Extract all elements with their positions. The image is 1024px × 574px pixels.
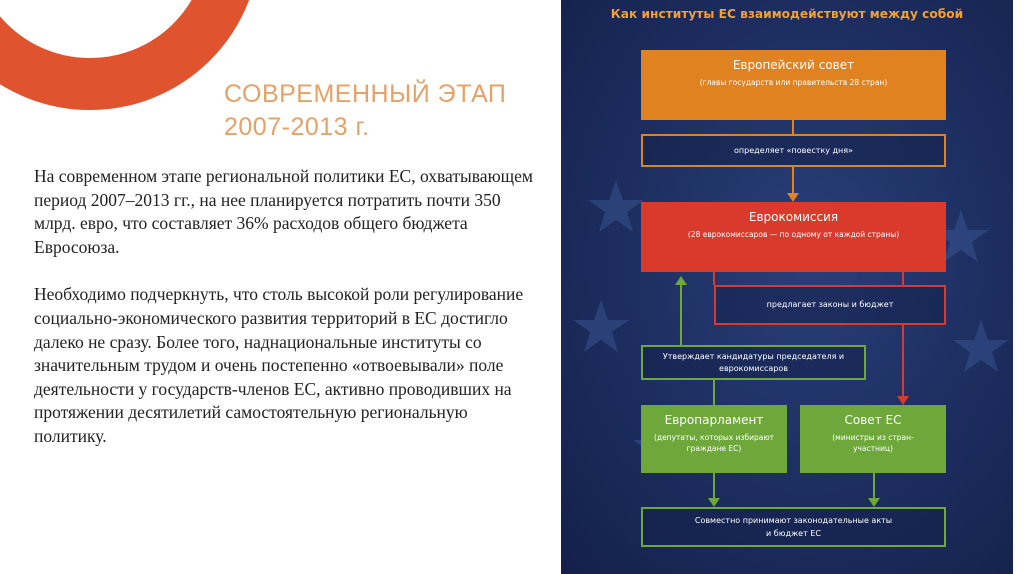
european-council-name: Европейский совет [732,58,855,72]
approves-box [641,345,866,380]
eu-council-name: Совет ЕС [844,413,902,427]
european-council-desc: (главы государств или правительств 28 стран) [699,78,888,87]
parliament-desc: (депутаты, которых избирают граждане ЕС) [653,433,775,453]
commission-box [641,202,946,272]
paragraph-2: Необходимо подчеркнуть, что столь высокой роли регулирование социально-экономического развития территорий в ЕС достигло далеко не сразу. Более того, наднациональные институты со значительным трудом и очень постепенно «отвоевывали» поле деятельности у государств-членов ЕС, активно проводивших на протяжении десятилетий самостоятельную региональную политику. [34,284,524,446]
title-line-2: 2007-2013 г. [224,113,370,141]
eu-council-box [800,405,946,473]
joint-box [641,507,946,547]
agenda-box [641,134,946,167]
european-council-box [641,50,946,120]
paragraph-1: На современном этапе региональной политики ЕС, охватывающем период 2007–2013 гг., на нее планируется потратить почти 350 млрд. евро, что составляет 36% расходов общего бюджета Евросоюза. [34,166,533,257]
parliament-name: Европарламент [664,413,764,427]
eu-institutions-diagram [561,0,1013,574]
commission-desc: (28 еврокомиссаров — по одному от каждой страны) [687,230,900,239]
joint-text: Совместно принимают законодательные акты и бюджет ЕС [694,516,893,538]
commission-name: Еврокомиссия [748,210,839,224]
slide-body [34,165,539,473]
proposes-text: предлагает законы и бюджет [766,300,894,309]
agenda-text: определяет «повестку дня» [734,146,853,155]
title-line-1: СОВРЕМЕННЫЙ ЭТАП [224,80,507,108]
diagram-title: Как институты ЕС взаимодействуют между собой [610,7,964,21]
approves-text: Утверждает кандидатуры председателя и еврокомиссаров [662,352,845,373]
eu-council-desc: (министры из стран-участниц) [832,433,914,453]
decorative-ring [0,0,260,110]
slide-title [224,78,506,144]
proposes-box [714,285,946,325]
parliament-box [641,405,787,473]
